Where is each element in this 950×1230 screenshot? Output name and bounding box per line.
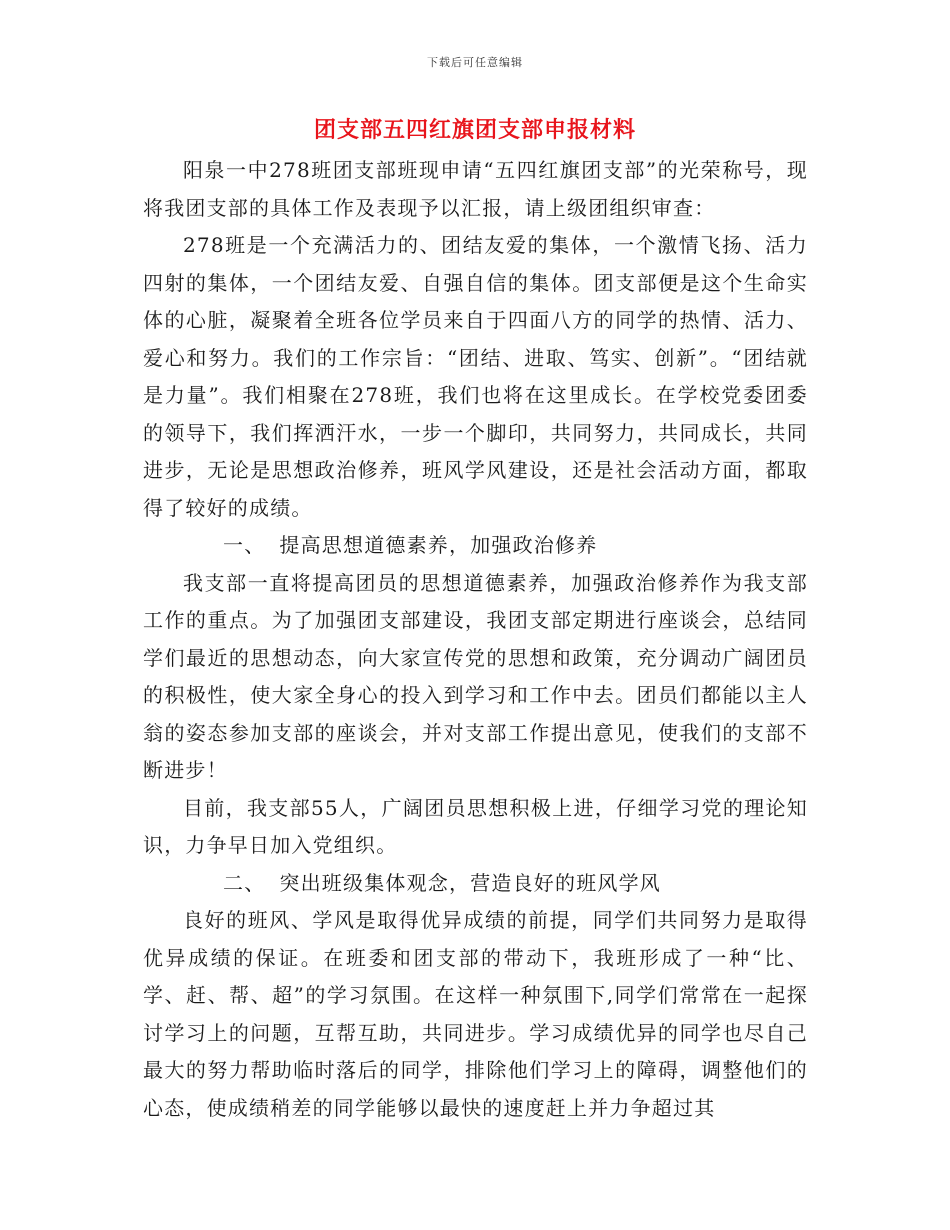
section-number-2: 二、: [223, 870, 266, 895]
document-body: [143, 152, 808, 1127]
section-heading-2: [143, 865, 808, 903]
intro-paragraph: 阳泉一中278班团支部班现申请“五四红旗团支部”的光荣称号，现将我团支部的具体工作及表现予以汇报，请上级团组织审查：: [143, 158, 808, 220]
section-number-1: 一、: [223, 533, 266, 557]
section-2-paragraph-1: 良好的班风、学风是取得优异成绩的前提，同学们共同努力是取得优异成绩的保证。在班委和团支部的带动下，我班形成了一种“比、学、赶、帮、超”的学习氛围。在这样一种氛围下,同学们常常在一起探讨学习上的问题，互帮互助，共同进步。学习成绩优异的同学也尽自己最大的努力帮助临时落后的同学，排除他们学习上的障碍，调整他们的心态，使成绩稍差的同学能够以最快的速度赶上并力争超过其: [143, 908, 808, 1120]
section-1-paragraph-2: 目前，我支部55人，广阔团员思想积极上进，仔细学习党的理论知识，力争早日加入党组织。: [143, 795, 808, 857]
section-title-2: 突出班级集体观念，营造良好的班风学风: [279, 870, 662, 895]
section-heading-1: [143, 527, 808, 565]
section-title-1: 提高思想道德素养，加强政治修养: [279, 533, 598, 557]
class-description-paragraph: 278班是一个充满活力的、团结友爱的集体，一个激情飞扬、活力四射的集体，一个团结友爱、自强自信的集体。团支部便是这个生命实体的心脏，凝聚着全班各位学员来自于四面八方的同学的热情、活力、爱心和努力。我们的工作宗旨：“团结、进取、笃实、创新”。“团结就是力量”。我们相聚在278班，我们也将在这里成长。在学校党委团委的领导下，我们挥洒汗水，一步一个脚印，共同努力，共同成长，共同进步，无论是思想政治修养，班风学风建设，还是社会活动方面，都取得了较好的成绩。: [143, 233, 808, 520]
section-1-paragraph-1: 我支部一直将提高团员的思想道德素养，加强政治修养作为我支部工作的重点。为了加强团支部建设，我团支部定期进行座谈会，总结同学们最近的思想动态，向大家宣传党的思想和政策，充分调动广阔团员的积极性，使大家全身心的投入到学习和工作中去。团员们都能以主人翁的姿态参加支部的座谈会，并对支部工作提出意见，使我们的支部不断进步！: [143, 570, 808, 782]
download-note: 下载后可任意编辑: [427, 56, 523, 69]
document-title: 团支部五四红旗团支部申报材料: [313, 117, 636, 143]
